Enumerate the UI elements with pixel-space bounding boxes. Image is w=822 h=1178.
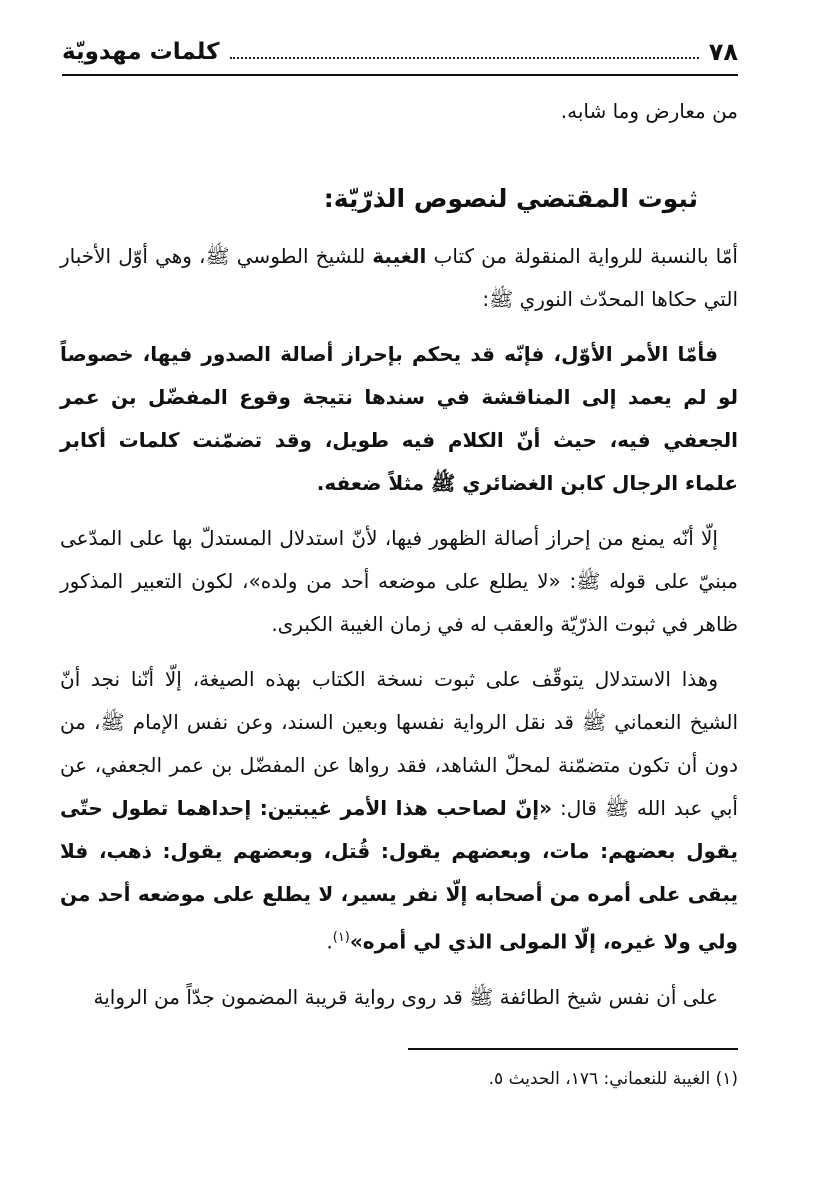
paragraph-1-part-b: للشيخ الطوسي ﷺ، وهي أوّل الأخبار التي حكاها المحدّث النوري ﷺ: [60, 244, 738, 311]
footnote [138, 1064, 738, 1094]
book-title-ghayba: الغيبة [372, 244, 427, 268]
page-header [62, 30, 738, 76]
paragraph-4-part-a: وهذا الاستدلال يتوقّف على ثبوت نسخة الكتاب بهذه الصيغة، إلّا أنّنا نجد أنّ الشيخ النعماني ﷺ قد نقل الرواية نفسها وبعين السند، وعن نفس الإمام ﷺ، من دون أن تكون متضمّنة لمحلّ الشاهد، فقد رواها عن المفضّل بن عمر الجعفي، عن أبي عبد الله ﷺ قال: [60, 667, 738, 820]
footnote-separator [408, 1048, 738, 1050]
paragraph-3: إلّا أنّه يمنع من إحراز أصالة الظهور فيها، لأنّ استدلال المستدلّ بها على المدّعى مبنيّ على قوله ﷺ: «لا يطلع على موضعه أحد من ولده»، لكون التعبير المذكور ظاهر في ثبوت الذرّيّة والعقب له في زمان الغيبة الكبرى. [60, 526, 738, 636]
hadith-quote: «إنّ لصاحب هذا الأمر غيبتين: إحداهما تطول حتّى يقول بعضهم: مات، وبعضهم يقول: قُتل، وبعضهم يقول: ذهب، فلا يبقى على أمره من أصحابه إلّا نفر يسير، لا يطلع على موضعه أحد من ولي ولا غيره، إلّا المولى الذي لي أمره» [60, 796, 738, 954]
footnote-marker: (١) [715, 1069, 738, 1089]
paragraph-5: على أن نفس شيخ الطائفة ﷺ قد روى رواية قريبة المضمون جدّاً من الرواية [93, 984, 718, 1009]
intro-line: من معارض وما شابه. [560, 99, 738, 123]
section-heading: ثبوت المقتضي لنصوص الذرّيّة: [323, 184, 698, 213]
paragraph-4 [60, 658, 738, 964]
header-dot-leader [230, 57, 699, 59]
page-number: ٧٨ [708, 38, 738, 66]
paragraph-1-part-a: أمّا بالنسبة للرواية المنقولة من كتاب [433, 244, 738, 268]
page-body [60, 90, 738, 1019]
running-title: كلمات مهدويّة [62, 39, 220, 65]
footnote-text: الغيبة للنعماني: ١٧٦، الحديث ٥. [488, 1069, 711, 1089]
footnote-reference[interactable]: (١) [332, 930, 350, 945]
paragraph-1 [60, 235, 738, 321]
paragraph-2: فأمّا الأمر الأوّل، فإنّه قد يحكم بإحراز أصالة الصدور فيها، خصوصاً لو لم يعمد إلى المناقشة في سندها نتيجة وقوع المفضّل بن عمر الجعفي فيه، حيث أنّ الكلام فيه طويل، وقد تضمّنت كلمات أكابر علماء الرجال كابن الغضائري ﷺ مثلاً ضعفه. [60, 342, 738, 495]
paragraph-4-end: . [326, 929, 333, 954]
